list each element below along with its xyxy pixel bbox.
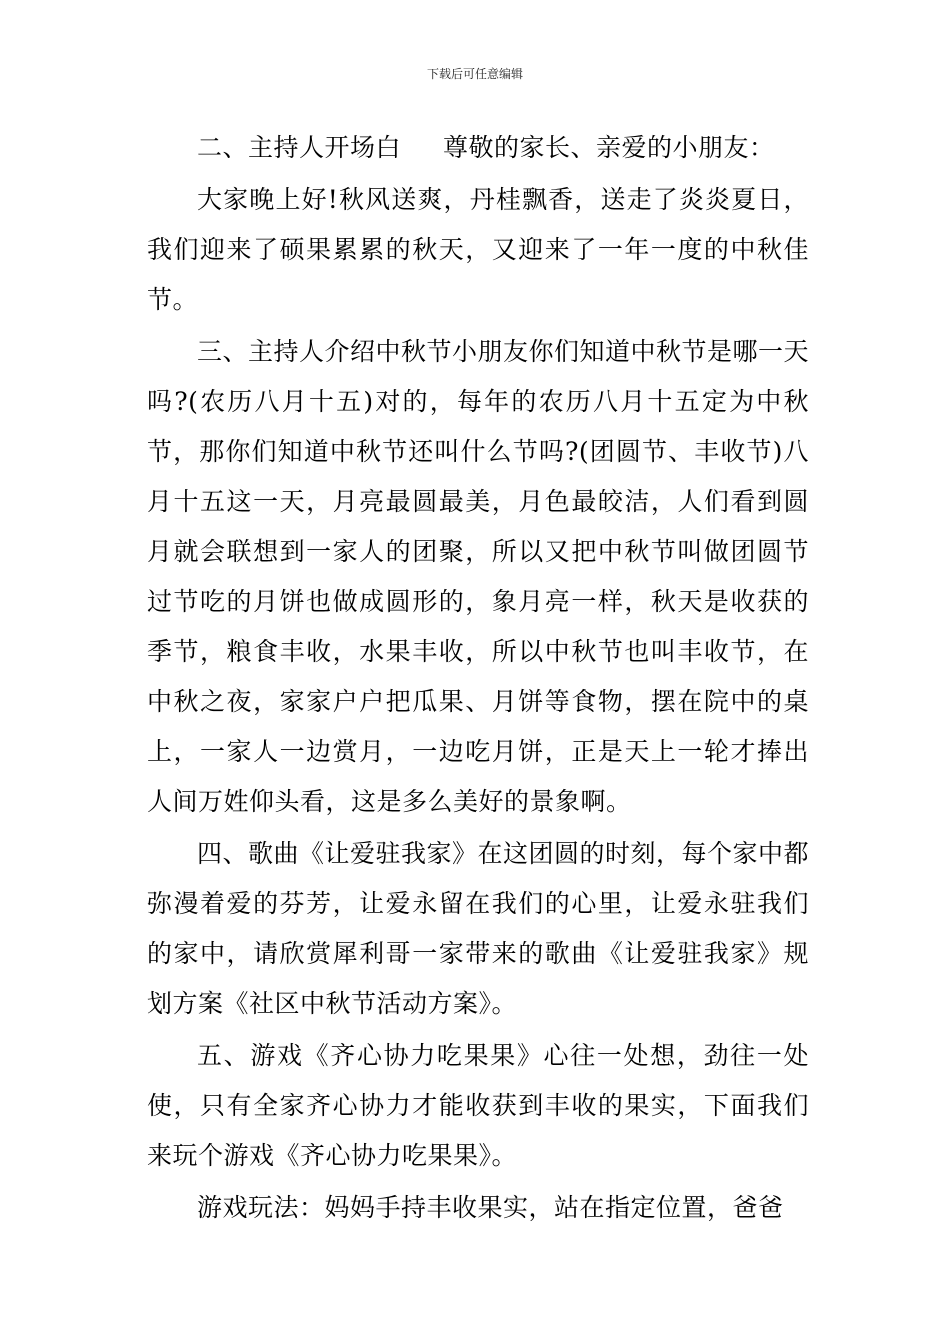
section-title-host-opening: 二、主持人开场白: [197, 133, 402, 162]
paragraph-game: 五、游戏《齐心协力吃果果》心往一处想，劲往一处使，只有全家齐心协力才能收获到丰收的果实，下面我们来玩个游戏《齐心协力吃果果》。: [147, 1041, 809, 1170]
paragraph-host-opening: [147, 123, 809, 173]
paragraph-festival-intro: 三、主持人介绍中秋节小朋友你们知道中秋节是哪一天吗?(农历八月十五)对的，每年的农历八月十五定为中秋节，那你们知道中秋节还叫什么节吗?(团圆节、丰收节)八月十五这一天，月亮最圆最美，月色最皎洁，人们看到圆月就会联想到一家人的团聚，所以又把中秋节叫做团圆节过节吃的月饼也做成圆形的，象月亮一样，秋天是收获的季节，粮食丰收，水果丰收，所以中秋节也叫丰收节，在中秋之夜，家家户户把瓜果、月饼等食物，摆在院中的桌上，一家人一边赏月，一边吃月饼，正是天上一轮才捧出人间万姓仰头看，这是多么美好的景象啊。: [147, 337, 810, 816]
paragraph-song: 四、歌曲《让爱驻我家》在这团圆的时刻，每个家中都弥漫着爱的芬芳，让爱永留在我们的心里，让爱永驻我们的家中，请欣赏犀利哥一家带来的歌曲《让爱驻我家》规划方案《社区中秋节活动方案》。: [147, 839, 810, 1018]
document-body: [147, 123, 809, 1235]
paragraph-game-rules: 游戏玩法：妈妈手持丰收果实，站在指定位置，爸爸: [197, 1193, 784, 1222]
paragraph-welcome: 大家晚上好!秋风送爽，丹桂飘香，送走了炎炎夏日，我们迎来了硕果累累的秋天，又迎来了一年一度的中秋佳节。: [147, 185, 809, 314]
greeting-text: 尊敬的家长、亲爱的小朋友：: [443, 133, 775, 162]
page-header-note: 下载后可任意编辑: [426, 67, 523, 81]
